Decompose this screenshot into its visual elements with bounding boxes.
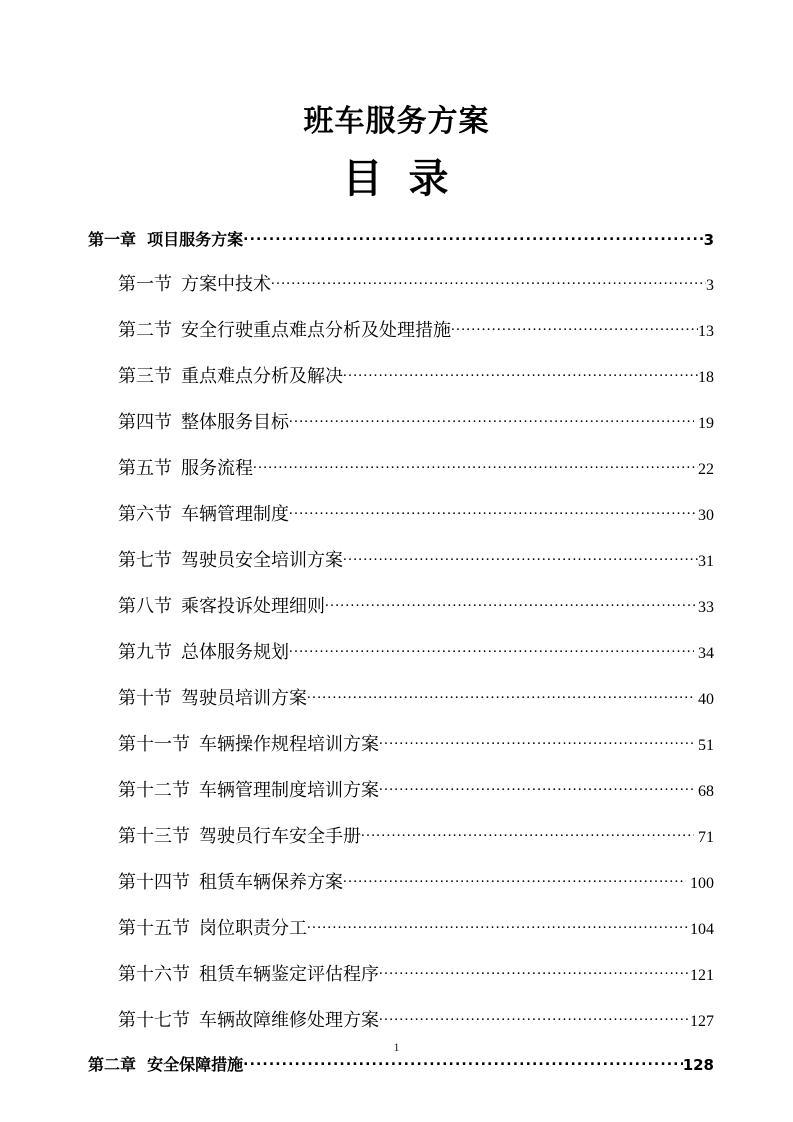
toc-dot-leader	[451, 318, 698, 336]
toc-chapter-row[interactable]	[88, 227, 714, 270]
toc-entry-label: 第一章 项目服务方案	[88, 230, 244, 249]
toc-dot-leader	[289, 410, 694, 428]
toc-section-row[interactable]	[88, 960, 714, 1006]
toc-section-row[interactable]	[88, 592, 714, 638]
toc-entry-label: 第五节 服务流程	[118, 458, 253, 478]
toc-dot-leader	[307, 916, 690, 934]
toc-dot-leader	[379, 1008, 690, 1026]
document-title: 班车服务方案	[303, 104, 490, 139]
toc-section-row[interactable]	[88, 684, 714, 730]
toc-dot-leader	[307, 686, 694, 704]
toc-section-row[interactable]	[88, 914, 714, 960]
toc-entry-page-number: 30	[698, 507, 714, 524]
toc-entry-page-number: 34	[694, 645, 714, 662]
toc-entry-page-number: 51	[694, 737, 714, 754]
toc-entry-label: 第十五节 岗位职责分工	[118, 918, 307, 938]
toc-dot-leader	[343, 548, 698, 566]
toc-entry-label: 第十四节 租赁车辆保养方案	[118, 872, 343, 892]
toc-entry-page-number: 13	[698, 323, 714, 340]
toc-section-row[interactable]	[88, 454, 714, 500]
toc-dot-leader	[379, 778, 694, 796]
toc-entry-label: 第十三节 驾驶员行车安全手册	[118, 826, 361, 846]
toc-entry-page-number: 22	[698, 461, 714, 478]
toc-section-row[interactable]	[88, 500, 714, 546]
toc-dot-leader	[361, 824, 694, 842]
page-number-footer: 1	[393, 1040, 400, 1054]
toc-dot-leader	[271, 272, 706, 290]
toc-dot-leader	[343, 870, 686, 888]
toc-entry-label: 第二章 安全保障措施	[88, 1055, 244, 1074]
toc-entry-label: 第二节 安全行驶重点难点分析及处理措施	[118, 320, 451, 340]
toc-entry-page-number: 18	[698, 369, 714, 386]
toc-entry-page-number: 3	[703, 231, 714, 249]
table-of-contents	[88, 227, 714, 1095]
toc-entry-label: 第十六节 租赁车辆鉴定评估程序	[118, 964, 379, 984]
toc-section-row[interactable]	[88, 546, 714, 592]
toc-chapter-row[interactable]	[88, 1052, 714, 1095]
toc-entry-label: 第四节 整体服务目标	[118, 412, 289, 432]
toc-section-row[interactable]	[88, 362, 714, 408]
toc-section-row[interactable]	[88, 270, 714, 316]
toc-dot-leader	[253, 456, 698, 474]
toc-dot-leader	[289, 640, 694, 658]
toc-dot-leader	[243, 1054, 683, 1070]
toc-dot-leader	[379, 962, 690, 980]
toc-section-row[interactable]	[88, 316, 714, 362]
toc-entry-page-number: 31	[698, 553, 714, 570]
toc-entry-label: 第八节 乘客投诉处理细则	[118, 596, 325, 616]
toc-dot-leader	[343, 364, 698, 382]
toc-entry-label: 第十节 驾驶员培训方案	[118, 688, 307, 708]
toc-section-row[interactable]	[88, 822, 714, 868]
toc-entry-label: 第三节 重点难点分析及解决	[118, 366, 343, 386]
toc-section-row[interactable]	[88, 638, 714, 684]
toc-section-row[interactable]	[88, 408, 714, 454]
toc-entry-label: 第十一节 车辆操作规程培训方案	[118, 734, 379, 754]
toc-entry-label: 第一节 方案中技术	[118, 274, 271, 294]
toc-entry-page-number: 33	[698, 599, 714, 616]
toc-entry-page-number: 71	[694, 829, 714, 846]
toc-entry-label: 第七节 驾驶员安全培训方案	[118, 550, 343, 570]
toc-section-row[interactable]	[88, 868, 714, 914]
toc-entry-page-number: 127	[690, 1013, 714, 1030]
toc-entry-page-number: 121	[690, 967, 714, 984]
toc-entry-page-number: 104	[690, 921, 714, 938]
toc-dot-leader	[325, 594, 698, 612]
toc-entry-page-number: 68	[694, 783, 714, 800]
toc-entry-label: 第九节 总体服务规划	[118, 642, 289, 662]
toc-entry-label: 第十七节 车辆故障维修处理方案	[118, 1010, 379, 1030]
toc-entry-page-number: 100	[686, 875, 714, 892]
toc-dot-leader	[379, 732, 694, 750]
toc-entry-label: 第六节 车辆管理制度	[118, 504, 289, 524]
toc-entry-label: 第十二节 车辆管理制度培训方案	[118, 780, 379, 800]
toc-entry-page-number: 128	[682, 1056, 714, 1074]
toc-section-row[interactable]	[88, 776, 714, 822]
toc-entry-page-number: 3	[706, 277, 714, 294]
toc-section-row[interactable]	[88, 730, 714, 776]
table-of-contents-heading: 目 录	[342, 156, 451, 201]
toc-dot-leader	[243, 229, 703, 245]
toc-entry-page-number: 19	[694, 415, 714, 432]
toc-entry-page-number: 40	[694, 691, 714, 708]
toc-dot-leader	[289, 502, 698, 520]
